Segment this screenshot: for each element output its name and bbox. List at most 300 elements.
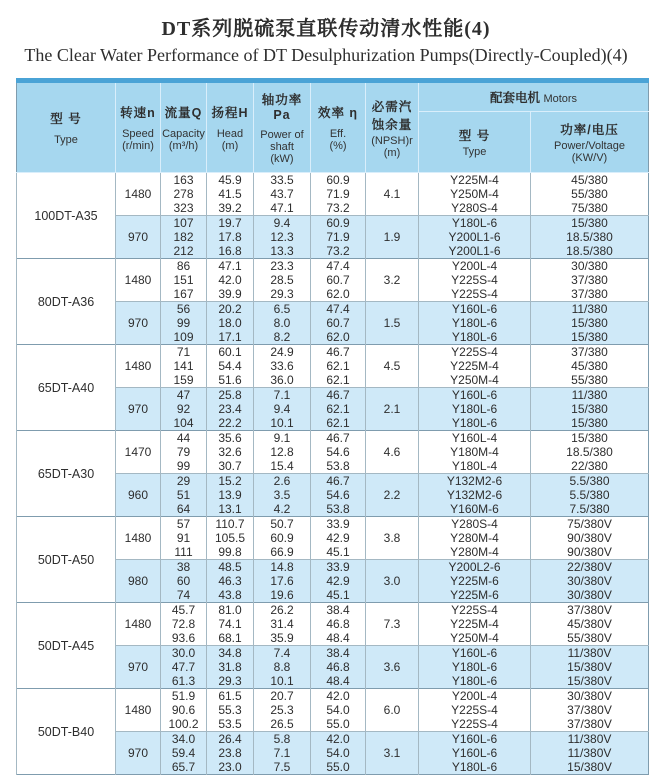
cell-efficiency: 71.9 <box>311 230 366 244</box>
npsh-value: 3.0 <box>366 560 419 603</box>
cell-shaft-power: 5.8 <box>254 732 311 747</box>
cell-capacity: 45.7 <box>161 603 207 618</box>
cell-shaft-power: 15.4 <box>254 459 311 474</box>
motor-type: Y280S-4 <box>419 517 531 532</box>
motor-power-voltage: 18.5/380 <box>531 230 649 244</box>
cell-head: 105.5 <box>207 531 254 545</box>
motor-power-voltage: 7.5/380 <box>531 502 649 517</box>
motor-type: Y225M-4 <box>419 359 531 373</box>
motor-power-voltage: 30/380V <box>531 689 649 704</box>
cell-capacity: 60 <box>161 574 207 588</box>
motor-type: Y250M-4 <box>419 187 531 201</box>
cell-head: 35.6 <box>207 431 254 446</box>
cell-efficiency: 46.7 <box>311 388 366 403</box>
cell-head: 17.1 <box>207 330 254 345</box>
col-header-head <box>207 81 254 173</box>
cell-shaft-power: 8.2 <box>254 330 311 345</box>
cell-shaft-power: 29.3 <box>254 287 311 302</box>
cell-capacity: 44 <box>161 431 207 446</box>
cell-shaft-power: 14.8 <box>254 560 311 575</box>
cell-head: 23.8 <box>207 746 254 760</box>
cell-efficiency: 71.9 <box>311 187 366 201</box>
motor-type: Y180L-6 <box>419 674 531 689</box>
speed-value: 1480 <box>116 603 161 646</box>
cell-capacity: 56 <box>161 302 207 317</box>
cell-capacity: 59.4 <box>161 746 207 760</box>
cell-capacity: 74 <box>161 588 207 603</box>
cell-efficiency: 46.7 <box>311 474 366 489</box>
col-header-type-en: Type <box>54 134 78 146</box>
speed-value: 1480 <box>116 259 161 302</box>
cell-shaft-power: 8.0 <box>254 316 311 330</box>
npsh-value: 1.5 <box>366 302 419 345</box>
cell-efficiency: 33.9 <box>311 560 366 575</box>
speed-value: 1470 <box>116 431 161 474</box>
cell-shaft-power: 19.6 <box>254 588 311 603</box>
cell-capacity: 30.0 <box>161 646 207 661</box>
cell-efficiency: 73.2 <box>311 201 366 216</box>
speed-value: 970 <box>116 388 161 431</box>
cell-head: 53.5 <box>207 717 254 732</box>
npsh-value: 3.2 <box>366 259 419 302</box>
speed-value: 970 <box>116 646 161 689</box>
motor-power-voltage: 75/380V <box>531 517 649 532</box>
speed-value: 970 <box>116 216 161 259</box>
col-header-npsh-zh: 必需汽蚀余量 <box>371 99 413 132</box>
cell-head: 16.8 <box>207 244 254 259</box>
npsh-value: 6.0 <box>366 689 419 732</box>
motor-power-voltage: 5.5/380 <box>531 488 649 502</box>
cell-efficiency: 54.0 <box>311 703 366 717</box>
pump-model: 80DT-A36 <box>17 259 116 345</box>
cell-head: 110.7 <box>207 517 254 532</box>
motor-type: Y280M-4 <box>419 545 531 560</box>
col-header-motor-power-en: Power/Voltage <box>554 140 625 152</box>
col-header-speed-zh: 转速n <box>120 106 156 120</box>
cell-efficiency: 55.0 <box>311 717 366 732</box>
cell-capacity: 107 <box>161 216 207 231</box>
cell-efficiency: 46.8 <box>311 617 366 631</box>
speed-value: 1480 <box>116 345 161 388</box>
motor-power-voltage: 15/380V <box>531 660 649 674</box>
motor-power-voltage: 15/380 <box>531 402 649 416</box>
motor-power-voltage: 11/380V <box>531 646 649 661</box>
motor-type: Y180L-6 <box>419 330 531 345</box>
motor-power-voltage: 15/380 <box>531 416 649 431</box>
pump-performance-table <box>16 78 649 775</box>
cell-capacity: 212 <box>161 244 207 259</box>
motor-power-voltage: 37/380V <box>531 717 649 732</box>
npsh-value: 2.1 <box>366 388 419 431</box>
cell-head: 29.3 <box>207 674 254 689</box>
cell-head: 99.8 <box>207 545 254 560</box>
motor-type: Y225M-4 <box>419 173 531 188</box>
cell-head: 51.6 <box>207 373 254 388</box>
cell-head: 42.0 <box>207 273 254 287</box>
cell-head: 18.0 <box>207 316 254 330</box>
cell-head: 45.9 <box>207 173 254 188</box>
cell-head: 61.5 <box>207 689 254 704</box>
page-title: DT系列脱硫泵直联传动清水性能(4) <box>161 18 491 40</box>
motor-type: Y180L-6 <box>419 216 531 231</box>
cell-capacity: 47 <box>161 388 207 403</box>
speed-value: 960 <box>116 474 161 517</box>
pump-model: 50DT-A50 <box>17 517 116 603</box>
cell-efficiency: 62.0 <box>311 330 366 345</box>
cell-shaft-power: 12.3 <box>254 230 311 244</box>
table-row <box>17 259 649 274</box>
motor-power-voltage: 75/380 <box>531 201 649 216</box>
cell-head: 48.5 <box>207 560 254 575</box>
cell-capacity: 93.6 <box>161 631 207 646</box>
cell-shaft-power: 9.4 <box>254 402 311 416</box>
motor-type: Y160L-6 <box>419 732 531 747</box>
cell-efficiency: 62.1 <box>311 359 366 373</box>
cell-shaft-power: 33.6 <box>254 359 311 373</box>
col-header-npsh <box>366 81 419 173</box>
col-header-head-unit: (m) <box>221 140 239 152</box>
cell-head: 26.4 <box>207 732 254 747</box>
motor-type: Y180L-6 <box>419 660 531 674</box>
cell-efficiency: 54.6 <box>311 445 366 459</box>
col-header-motor-type-en: Type <box>462 146 487 158</box>
motor-type: Y225S-4 <box>419 603 531 618</box>
cell-capacity: 104 <box>161 416 207 431</box>
motor-power-voltage: 45/380V <box>531 617 649 631</box>
motor-power-voltage: 15/380 <box>531 431 649 446</box>
motor-type: Y225S-4 <box>419 287 531 302</box>
cell-head: 23.4 <box>207 402 254 416</box>
speed-value: 980 <box>116 560 161 603</box>
pump-model: 50DT-B40 <box>17 689 116 775</box>
cell-shaft-power: 43.7 <box>254 187 311 201</box>
cell-shaft-power: 7.1 <box>254 746 311 760</box>
cell-shaft-power: 7.4 <box>254 646 311 661</box>
npsh-value: 3.8 <box>366 517 419 560</box>
cell-shaft-power: 7.5 <box>254 760 311 775</box>
col-header-head-en: Head <box>216 128 244 140</box>
col-header-speed <box>116 81 161 173</box>
motor-type: Y132M2-6 <box>419 474 531 489</box>
col-header-motors-en: Motors <box>543 93 578 105</box>
motor-type: Y280M-4 <box>419 531 531 545</box>
col-header-motors-zh: 配套电机 <box>489 91 540 105</box>
motor-type: Y225S-4 <box>419 717 531 732</box>
cell-shaft-power: 8.8 <box>254 660 311 674</box>
speed-value: 1480 <box>116 517 161 560</box>
motor-type: Y160L-4 <box>419 431 531 446</box>
col-header-motor-power-zh: 功率/电压 <box>560 123 619 137</box>
cell-efficiency: 48.4 <box>311 631 366 646</box>
cell-efficiency: 60.7 <box>311 316 366 330</box>
motor-power-voltage: 55/380 <box>531 373 649 388</box>
cell-head: 60.1 <box>207 345 254 360</box>
motor-power-voltage: 11/380V <box>531 746 649 760</box>
cell-capacity: 163 <box>161 173 207 188</box>
motor-type: Y200L-4 <box>419 689 531 704</box>
cell-shaft-power: 3.5 <box>254 488 311 502</box>
npsh-value: 1.9 <box>366 216 419 259</box>
cell-efficiency: 42.0 <box>311 689 366 704</box>
cell-capacity: 65.7 <box>161 760 207 775</box>
cell-efficiency: 46.8 <box>311 660 366 674</box>
cell-capacity: 64 <box>161 502 207 517</box>
motor-power-voltage: 45/380 <box>531 359 649 373</box>
col-header-shaft-power <box>254 81 311 173</box>
cell-capacity: 99 <box>161 316 207 330</box>
motor-power-voltage: 11/380V <box>531 732 649 747</box>
motor-type: Y180L-6 <box>419 316 531 330</box>
cell-capacity: 51 <box>161 488 207 502</box>
cell-capacity: 323 <box>161 201 207 216</box>
cell-capacity: 182 <box>161 230 207 244</box>
cell-shaft-power: 23.3 <box>254 259 311 274</box>
cell-efficiency: 60.7 <box>311 273 366 287</box>
cell-capacity: 91 <box>161 531 207 545</box>
cell-shaft-power: 25.3 <box>254 703 311 717</box>
npsh-value: 2.2 <box>366 474 419 517</box>
cell-capacity: 61.3 <box>161 674 207 689</box>
pump-model: 50DT-A45 <box>17 603 116 689</box>
col-header-speed-unit: (r/min) <box>122 140 154 152</box>
motor-type: Y180L-6 <box>419 760 531 775</box>
speed-value: 970 <box>116 302 161 345</box>
col-header-type-zh: 型 号 <box>50 112 82 126</box>
cell-head: 25.8 <box>207 388 254 403</box>
cell-efficiency: 53.8 <box>311 459 366 474</box>
motor-type: Y225M-4 <box>419 617 531 631</box>
cell-shaft-power: 10.1 <box>254 674 311 689</box>
cell-head: 22.2 <box>207 416 254 431</box>
table-row <box>17 345 649 360</box>
motor-type: Y200L1-6 <box>419 244 531 259</box>
cell-shaft-power: 50.7 <box>254 517 311 532</box>
table-header <box>17 81 649 173</box>
cell-capacity: 151 <box>161 273 207 287</box>
table-row <box>17 603 649 618</box>
cell-capacity: 90.6 <box>161 703 207 717</box>
cell-capacity: 34.0 <box>161 732 207 747</box>
cell-capacity: 72.8 <box>161 617 207 631</box>
motor-power-voltage: 30/380 <box>531 259 649 274</box>
cell-shaft-power: 36.0 <box>254 373 311 388</box>
col-header-motor-power-unit: (KW/V) <box>571 152 608 164</box>
cell-head: 31.8 <box>207 660 254 674</box>
cell-efficiency: 45.1 <box>311 545 366 560</box>
cell-efficiency: 62.1 <box>311 402 366 416</box>
cell-shaft-power: 6.5 <box>254 302 311 317</box>
pump-model: 100DT-A35 <box>17 173 116 259</box>
col-header-type <box>17 81 116 173</box>
motor-power-voltage: 15/380V <box>531 674 649 689</box>
cell-efficiency: 46.7 <box>311 431 366 446</box>
cell-efficiency: 60.9 <box>311 216 366 231</box>
npsh-value: 3.1 <box>366 732 419 775</box>
cell-shaft-power: 66.9 <box>254 545 311 560</box>
cell-efficiency: 53.8 <box>311 502 366 517</box>
col-header-shaft-power-zh: 轴功率Pa <box>261 93 303 122</box>
table-row <box>17 431 649 446</box>
cell-capacity: 29 <box>161 474 207 489</box>
table-body <box>17 173 649 775</box>
col-header-efficiency-unit: (%) <box>329 140 347 152</box>
cell-capacity: 99 <box>161 459 207 474</box>
cell-capacity: 47.7 <box>161 660 207 674</box>
cell-head: 46.3 <box>207 574 254 588</box>
cell-head: 17.8 <box>207 230 254 244</box>
cell-shaft-power: 26.2 <box>254 603 311 618</box>
cell-efficiency: 46.7 <box>311 345 366 360</box>
cell-head: 32.6 <box>207 445 254 459</box>
motor-type: Y200L1-6 <box>419 230 531 244</box>
col-header-capacity-unit: (m³/h) <box>168 140 199 152</box>
motor-type: Y160L-6 <box>419 388 531 403</box>
motor-type: Y225S-4 <box>419 273 531 287</box>
cell-shaft-power: 12.8 <box>254 445 311 459</box>
cell-head: 39.9 <box>207 287 254 302</box>
table-row <box>17 517 649 532</box>
table-row <box>17 173 649 188</box>
cell-shaft-power: 35.9 <box>254 631 311 646</box>
motor-type: Y200L-4 <box>419 259 531 274</box>
motor-type: Y200L2-6 <box>419 560 531 575</box>
cell-shaft-power: 4.2 <box>254 502 311 517</box>
cell-capacity: 57 <box>161 517 207 532</box>
motor-power-voltage: 30/380V <box>531 574 649 588</box>
motor-power-voltage: 90/380V <box>531 545 649 560</box>
motor-type: Y132M2-6 <box>419 488 531 502</box>
cell-efficiency: 38.4 <box>311 646 366 661</box>
cell-shaft-power: 10.1 <box>254 416 311 431</box>
col-header-capacity-en: Capacity <box>162 128 205 140</box>
col-header-motor-type-zh: 型 号 <box>458 129 491 143</box>
motor-power-voltage: 37/380 <box>531 345 649 360</box>
motor-type: Y225M-6 <box>419 588 531 603</box>
motor-type: Y180L-6 <box>419 416 531 431</box>
cell-shaft-power: 13.3 <box>254 244 311 259</box>
col-header-speed-en: Speed <box>122 128 154 140</box>
motor-power-voltage: 45/380 <box>531 173 649 188</box>
motor-power-voltage: 55/380V <box>531 631 649 646</box>
motor-type: Y180L-4 <box>419 459 531 474</box>
cell-efficiency: 62.1 <box>311 373 366 388</box>
cell-shaft-power: 24.9 <box>254 345 311 360</box>
cell-shaft-power: 28.5 <box>254 273 311 287</box>
cell-efficiency: 48.4 <box>311 674 366 689</box>
cell-capacity: 167 <box>161 287 207 302</box>
motor-power-voltage: 30/380V <box>531 588 649 603</box>
col-header-head-zh: 扬程H <box>211 106 249 120</box>
pump-model: 65DT-A40 <box>17 345 116 431</box>
motor-type: Y225S-4 <box>419 345 531 360</box>
cell-shaft-power: 31.4 <box>254 617 311 631</box>
motor-type: Y250M-4 <box>419 631 531 646</box>
speed-value: 970 <box>116 732 161 775</box>
cell-efficiency: 42.0 <box>311 732 366 747</box>
cell-head: 20.2 <box>207 302 254 317</box>
motor-power-voltage: 18.5/380 <box>531 244 649 259</box>
cell-head: 34.8 <box>207 646 254 661</box>
motor-power-voltage: 11/380 <box>531 302 649 317</box>
motor-power-voltage: 18.5/380 <box>531 445 649 459</box>
cell-head: 23.0 <box>207 760 254 775</box>
motor-power-voltage: 15/380 <box>531 216 649 231</box>
motor-power-voltage: 37/380V <box>531 603 649 618</box>
motor-type: Y280S-4 <box>419 201 531 216</box>
cell-head: 55.3 <box>207 703 254 717</box>
cell-shaft-power: 60.9 <box>254 531 311 545</box>
motor-type: Y160L-6 <box>419 646 531 661</box>
cell-shaft-power: 26.5 <box>254 717 311 732</box>
motor-power-voltage: 22/380V <box>531 560 649 575</box>
motor-power-voltage: 15/380 <box>531 330 649 345</box>
cell-efficiency: 62.0 <box>311 287 366 302</box>
cell-efficiency: 62.1 <box>311 416 366 431</box>
motor-power-voltage: 22/380 <box>531 459 649 474</box>
cell-head: 68.1 <box>207 631 254 646</box>
col-header-motors <box>419 81 649 112</box>
motor-power-voltage: 90/380V <box>531 531 649 545</box>
cell-efficiency: 47.4 <box>311 302 366 317</box>
npsh-value: 4.5 <box>366 345 419 388</box>
cell-efficiency: 45.1 <box>311 588 366 603</box>
cell-shaft-power: 17.6 <box>254 574 311 588</box>
cell-capacity: 141 <box>161 359 207 373</box>
motor-type: Y250M-4 <box>419 373 531 388</box>
table-row <box>17 689 649 704</box>
speed-value: 1480 <box>116 173 161 216</box>
motor-power-voltage: 55/380 <box>531 187 649 201</box>
cell-capacity: 79 <box>161 445 207 459</box>
cell-efficiency: 38.4 <box>311 603 366 618</box>
cell-capacity: 278 <box>161 187 207 201</box>
motor-power-voltage: 11/380 <box>531 388 649 403</box>
cell-efficiency: 60.9 <box>311 173 366 188</box>
cell-capacity: 159 <box>161 373 207 388</box>
cell-head: 81.0 <box>207 603 254 618</box>
cell-efficiency: 54.0 <box>311 746 366 760</box>
npsh-value: 7.3 <box>366 603 419 646</box>
cell-efficiency: 55.0 <box>311 760 366 775</box>
cell-capacity: 111 <box>161 545 207 560</box>
col-header-capacity <box>161 81 207 173</box>
col-header-npsh-en: (NPSH)r <box>371 134 413 147</box>
cell-shaft-power: 20.7 <box>254 689 311 704</box>
col-header-shaft-power-unit: (kW) <box>270 153 294 165</box>
cell-efficiency: 42.9 <box>311 574 366 588</box>
pump-model: 65DT-A30 <box>17 431 116 517</box>
cell-head: 13.9 <box>207 488 254 502</box>
motor-type: Y225M-6 <box>419 574 531 588</box>
npsh-value: 4.1 <box>366 173 419 216</box>
cell-efficiency: 47.4 <box>311 259 366 274</box>
motor-power-voltage: 37/380 <box>531 273 649 287</box>
col-header-npsh-unit: (m) <box>383 146 401 159</box>
page-subtitle: The Clear Water Performance of DT Desulphurization Pumps(Directly-Coupled)(4) <box>24 45 628 65</box>
cell-head: 39.2 <box>207 201 254 216</box>
col-header-shaft-power-en: Power of shaft <box>260 129 304 153</box>
motor-power-voltage: 37/380V <box>531 703 649 717</box>
cell-capacity: 92 <box>161 402 207 416</box>
cell-head: 15.2 <box>207 474 254 489</box>
cell-shaft-power: 9.1 <box>254 431 311 446</box>
cell-head: 41.5 <box>207 187 254 201</box>
cell-shaft-power: 9.4 <box>254 216 311 231</box>
cell-head: 30.7 <box>207 459 254 474</box>
cell-capacity: 86 <box>161 259 207 274</box>
motor-type: Y160L-6 <box>419 746 531 760</box>
cell-efficiency: 73.2 <box>311 244 366 259</box>
